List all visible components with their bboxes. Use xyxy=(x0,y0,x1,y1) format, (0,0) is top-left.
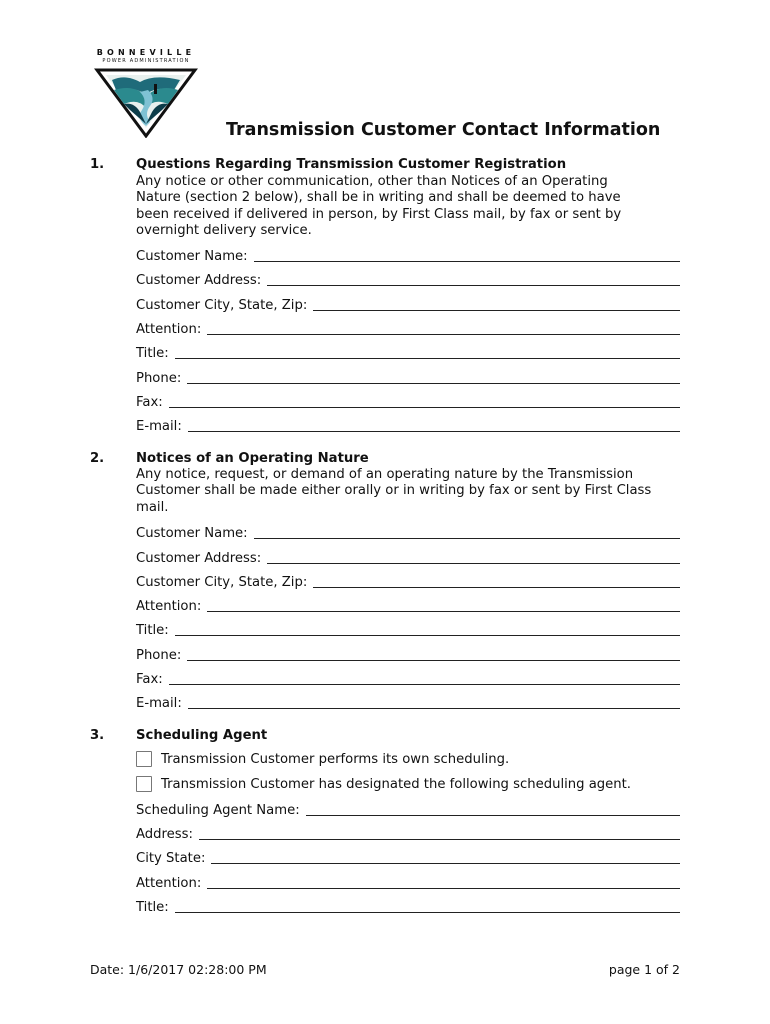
fill-line[interactable] xyxy=(313,587,680,588)
fill-line[interactable] xyxy=(313,310,680,311)
fill-line[interactable] xyxy=(211,863,680,864)
fill-line[interactable] xyxy=(199,839,680,840)
field-label: Fax: xyxy=(136,395,163,410)
field-label: Scheduling Agent Name: xyxy=(136,803,300,818)
section-2-paragraph xyxy=(136,467,684,516)
s1-attention-field[interactable] xyxy=(136,319,680,337)
checkbox[interactable] xyxy=(136,751,152,767)
fill-line[interactable] xyxy=(175,358,680,359)
section-1-line: Any notice or other communication, other than Notices of an Operating xyxy=(136,174,608,189)
section-2-line: mail. xyxy=(136,499,169,515)
s3-title-field[interactable] xyxy=(136,897,680,915)
s2-phone-field[interactable] xyxy=(136,645,680,663)
s1-title-field[interactable] xyxy=(136,343,680,361)
s2-customer-city-field[interactable] xyxy=(136,572,680,590)
s1-customer-name-field[interactable] xyxy=(136,246,680,264)
field-label: City State: xyxy=(136,851,206,866)
fill-line[interactable] xyxy=(306,815,680,816)
footer-date: Date: 1/6/2017 02:28:00 PM xyxy=(90,962,267,977)
s2-attention-field[interactable] xyxy=(136,596,680,614)
logo-triangle-icon xyxy=(94,66,198,138)
fill-line[interactable] xyxy=(207,888,680,889)
s2-email-field[interactable] xyxy=(136,693,680,711)
checkbox-label: Transmission Customer has designated the following scheduling agent. xyxy=(161,776,631,792)
fill-line[interactable] xyxy=(188,431,680,432)
section-2-line: Any notice, request, or demand of an operating nature by the Transmission xyxy=(136,467,634,482)
section-1-line: been received if delivered in person, by First Class mail, by fax or sent by xyxy=(136,206,622,222)
field-label: Customer Name: xyxy=(136,526,248,541)
fill-line[interactable] xyxy=(254,261,680,262)
fill-line[interactable] xyxy=(169,684,680,685)
field-label: Attention: xyxy=(136,599,202,614)
section-1-paragraph xyxy=(136,174,684,240)
s3-attention-field[interactable] xyxy=(136,873,680,891)
s1-customer-address-field[interactable] xyxy=(136,270,680,288)
fill-line[interactable] xyxy=(267,563,680,564)
s2-title-field[interactable] xyxy=(136,620,680,638)
fill-line[interactable] xyxy=(207,611,680,612)
field-label: Customer Address: xyxy=(136,551,262,566)
s2-customer-name-field[interactable] xyxy=(136,523,680,541)
s1-fax-field[interactable] xyxy=(136,392,680,410)
field-label: Customer Name: xyxy=(136,249,248,264)
field-label: Fax: xyxy=(136,672,163,687)
section-3-heading: Scheduling Agent xyxy=(136,728,268,743)
s3-address-field[interactable] xyxy=(136,824,680,842)
s1-phone-field[interactable] xyxy=(136,368,680,386)
field-label: Title: xyxy=(136,623,169,638)
s3-agent-name-field[interactable] xyxy=(136,800,680,818)
section-2-heading: Notices of an Operating Nature xyxy=(136,451,369,466)
fill-line[interactable] xyxy=(187,383,680,384)
own-scheduling-checkbox-row[interactable] xyxy=(136,751,509,767)
fill-line[interactable] xyxy=(169,407,680,408)
fill-line[interactable] xyxy=(175,912,680,913)
section-1-line: overnight delivery service. xyxy=(136,223,312,239)
field-label: Title: xyxy=(136,900,169,915)
field-label: Title: xyxy=(136,346,169,361)
field-label: Attention: xyxy=(136,322,202,337)
field-label: Customer City, State, Zip: xyxy=(136,575,308,590)
logo-subtitle: POWER ADMINISTRATION xyxy=(102,58,190,64)
s2-fax-field[interactable] xyxy=(136,669,680,687)
footer-page-number: page 1 of 2 xyxy=(608,962,680,977)
s2-customer-address-field[interactable] xyxy=(136,548,680,566)
checkbox-label: Transmission Customer performs its own scheduling. xyxy=(161,751,510,767)
fill-line[interactable] xyxy=(187,660,680,661)
section-1-line: Nature (section 2 below), shall be in writing and shall be deemed to have xyxy=(136,190,621,206)
fill-line[interactable] xyxy=(254,538,680,539)
section-2-line: Customer shall be made either orally or in writing by fax or sent by First Class xyxy=(136,483,652,499)
designated-agent-checkbox-row[interactable] xyxy=(136,776,631,792)
field-label: Phone: xyxy=(136,371,182,386)
section-2-number: 2. xyxy=(90,451,105,466)
field-label: Attention: xyxy=(136,876,202,891)
fill-line[interactable] xyxy=(207,334,680,335)
fill-line[interactable] xyxy=(267,285,680,286)
fill-line[interactable] xyxy=(175,635,680,636)
field-label: Phone: xyxy=(136,648,182,663)
s3-city-state-field[interactable] xyxy=(136,848,680,866)
fill-line[interactable] xyxy=(188,708,680,709)
field-label: E-mail: xyxy=(136,696,182,711)
logo-name: BONNEVILLE xyxy=(96,48,196,57)
bonneville-logo xyxy=(94,48,198,138)
field-label: E-mail: xyxy=(136,419,182,434)
section-3-number: 3. xyxy=(90,728,105,743)
document-title: Transmission Customer Contact Information xyxy=(226,120,661,140)
field-label: Address: xyxy=(136,827,193,842)
field-label: Customer City, State, Zip: xyxy=(136,298,308,313)
section-1-heading: Questions Regarding Transmission Customer Registration xyxy=(136,157,567,172)
checkbox[interactable] xyxy=(136,776,152,792)
field-label: Customer Address: xyxy=(136,273,262,288)
s1-customer-city-field[interactable] xyxy=(136,295,680,313)
section-1-number: 1. xyxy=(90,157,105,172)
s1-email-field[interactable] xyxy=(136,416,680,434)
